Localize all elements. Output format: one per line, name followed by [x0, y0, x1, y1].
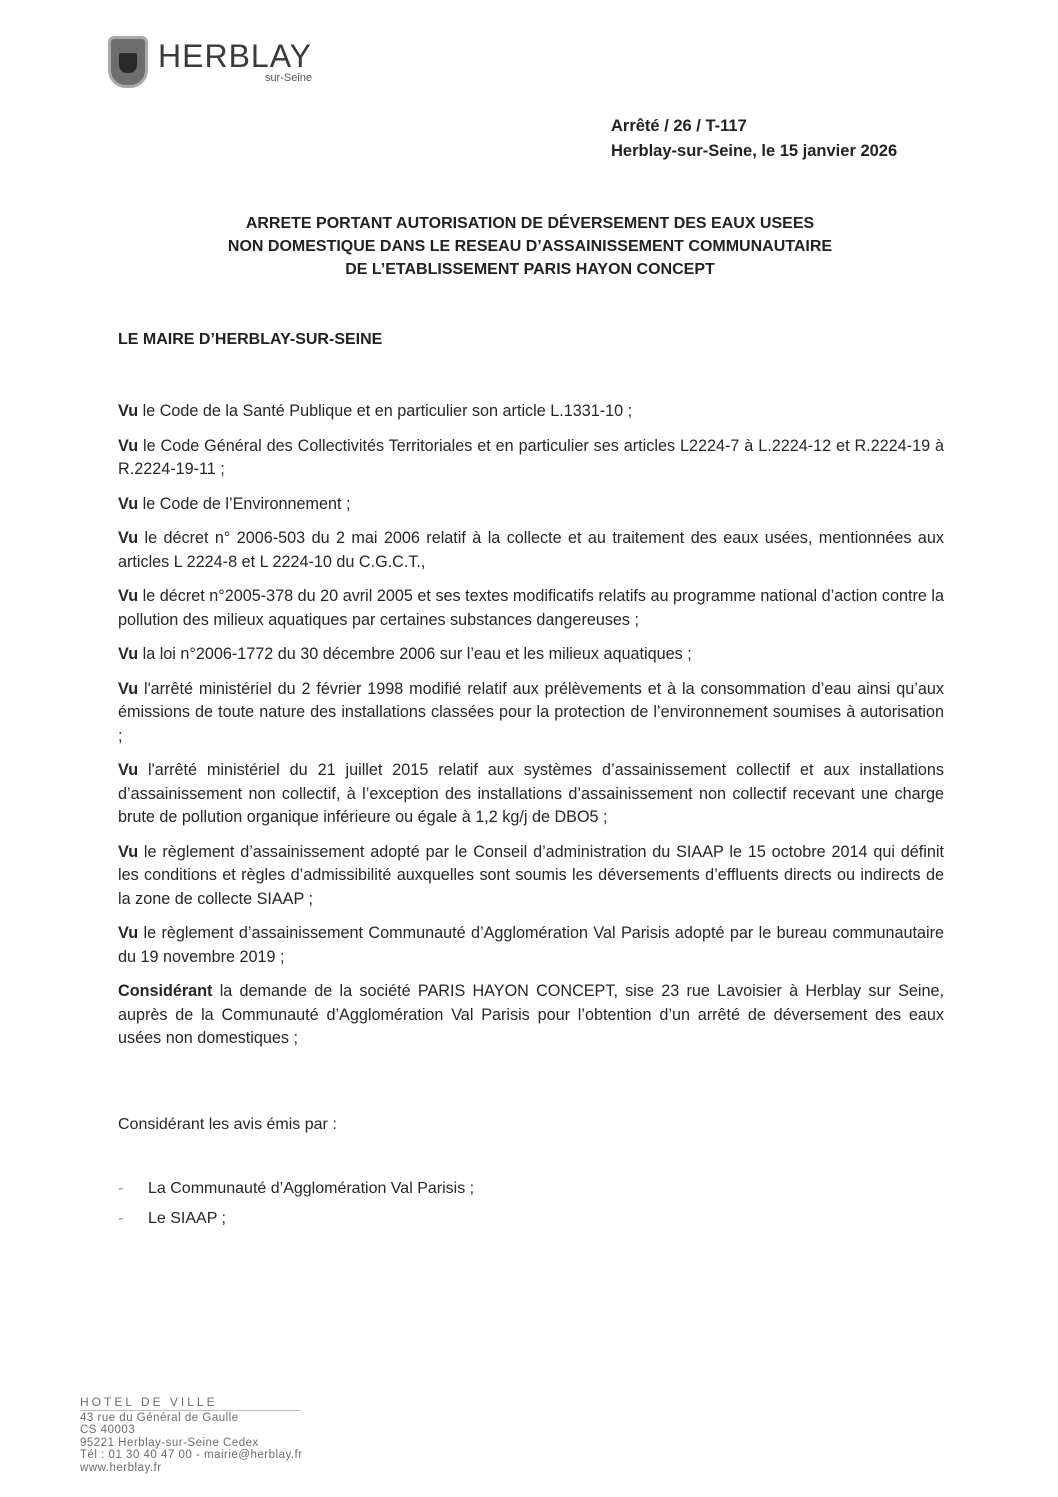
considerations-list [118, 1174, 474, 1234]
visa-text: le décret n°2005-378 du 20 avril 2005 et ses textes modificatifs relatifs au programme national d’action contre la pollution des milieux aquatiques par certaines substances dangereuses ; [118, 587, 944, 629]
visa-text: l'arrêté ministériel du 2 février 1998 modifié relatif aux prélèvements et à la consommation d’eau ainsi qu’aux émissions de toute nature des installations classées pour la protection de l’environnement soumises à autorisation ; [118, 679, 944, 745]
authority-heading: LE MAIRE D’HERBLAY-SUR-SEINE [118, 331, 383, 348]
visa-text: le règlement d’assainissement adopté par le Conseil d’administration du SIAAP le 15 octobre 2014 qui définit les conditions et règles d’admissibilité auxquelles sont soumis les déversements d’effluents directs ou indirects de la zone de collecte SIAAP ; [118, 842, 944, 908]
considerant-lead: Considérant [118, 982, 213, 1000]
footer-city: 95221 Herblay-sur-Seine Cedex [80, 1436, 259, 1449]
dash-bullet-icon: - [118, 1210, 124, 1227]
title-line-2: NON DOMESTIQUE DANS LE RESEAU D’ASSAINISSEMENT COMMUNAUTAIRE [227, 238, 833, 255]
considerant-paragraph [118, 980, 944, 1051]
dash-bullet-icon: - [118, 1180, 124, 1197]
visa-paragraph [118, 922, 944, 969]
visa-lead: Vu [118, 587, 139, 605]
visa-lead: Vu [118, 529, 139, 547]
logo-name: HERBLAY [158, 38, 313, 74]
footer-street: 43 rue du Général de Gaulle [80, 1411, 239, 1424]
decree-reference: Arrêté / 26 / T-117 [611, 117, 747, 135]
visa-paragraph [118, 493, 944, 517]
visa-paragraph [118, 435, 944, 482]
title-line-1: ARRETE PORTANT AUTORISATION DE DÉVERSEMENT DES EAUX USEES [245, 215, 815, 232]
visa-lead: Vu [118, 402, 139, 420]
visa-text: le décret n° 2006-503 du 2 mai 2006 relatif à la collecte et au traitement des eaux usées, mentionnées aux articles L 2224-8 et L 2224-10 du C.G.C.T., [118, 529, 944, 571]
footer-cs: CS 40003 [80, 1424, 136, 1436]
footer-website: www.herblay.fr [80, 1461, 162, 1474]
visa-text: le Code de l’Environnement ; [138, 494, 351, 513]
coat-of-arms-icon [108, 36, 148, 88]
visa-lead: Vu [118, 436, 139, 455]
considerant-text: la demande de la société PARIS HAYON CONCEPT, sise 23 rue Lavoisier à Herblay sur Seine, auprès de la Communauté d’Agglomération Val Parisis pour l’obtention d’un arrêté de déversement des eaux usées non domestiques ; [118, 982, 944, 1047]
logo-subtitle: sur-Seine [264, 72, 313, 84]
city-logo [108, 36, 312, 88]
visa-lead: Vu [118, 924, 139, 942]
document-title [120, 212, 940, 281]
visa-lead: Vu [118, 679, 139, 698]
visa-paragraph [118, 400, 944, 424]
list-item [118, 1204, 474, 1234]
list-item-text: La Communauté d’Agglomération Val Parisis ; [148, 1180, 475, 1197]
visa-text: le règlement d’assainissement Communauté d’Agglomération Val Parisis adopté par le bureau communautaire du 19 novembre 2019 ; [118, 924, 944, 966]
footer-title: HOTEL DE VILLE [80, 1396, 300, 1411]
list-item-text: Le SIAAP ; [148, 1210, 226, 1227]
visas-section [118, 400, 944, 1062]
visa-paragraph [118, 841, 944, 912]
considerations-intro: Considérant les avis émis par : [118, 1116, 337, 1133]
title-line-3: DE L’ETABLISSEMENT PARIS HAYON CONCEPT [345, 261, 715, 278]
visa-text: le Code Général des Collectivités Territoriales et en particulier ses articles L2224-7 à L.2224-12 et R.2224-19 à R.2224-19-11 ; [118, 436, 944, 478]
document-reference-block [611, 114, 897, 164]
visa-paragraph [118, 759, 944, 830]
place-and-date: Herblay-sur-Seine, le 15 janvier 2026 [611, 142, 898, 160]
footer-contact: Tél : 01 30 40 47 00 - mairie@herblay.fr [80, 1449, 303, 1461]
visa-text: le Code de la Santé Publique et en particulier son article L.1331-10 ; [138, 402, 633, 420]
visa-paragraph [118, 527, 944, 574]
footer-address [80, 1396, 303, 1474]
visa-text: la loi n°2006-1772 du 30 décembre 2006 sur l’eau et les milieux aquatiques ; [138, 645, 692, 663]
visa-paragraph [118, 585, 944, 632]
visa-text: l'arrêté ministériel du 21 juillet 2015 relatif aux systèmes d’assainissement collectif et aux installations d’assainissement non collectif, à l’exception des installations d’assainissement non collectif recevant une charge brute de pollution organique inférieure ou égale à 1,2 kg/j de DBO5 ; [118, 761, 944, 826]
visa-lead: Vu [118, 842, 139, 861]
visa-paragraph [118, 678, 944, 749]
visa-lead: Vu [118, 761, 139, 779]
visa-lead: Vu [118, 494, 139, 513]
list-item [118, 1174, 474, 1204]
visa-lead: Vu [118, 645, 139, 663]
visa-paragraph [118, 643, 944, 667]
